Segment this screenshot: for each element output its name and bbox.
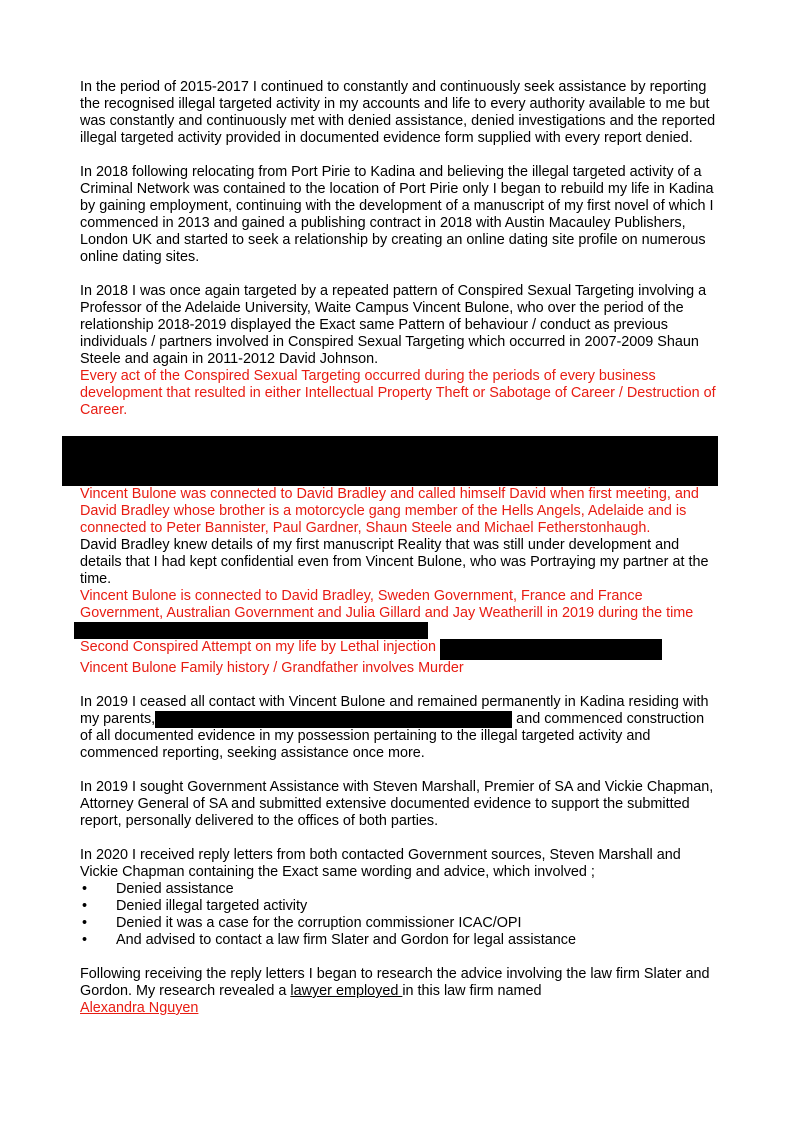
paragraph-red-family-history: Vincent Bulone Family history / Grandfather involves Murder [80,660,464,676]
document-page [80,79,720,1017]
ceased-contact-text-b: and commenced construction of all documented evidence in my possession pertaining to the illegal targeted activity and commenced reporting, seeking assistance once more. [80,711,705,761]
paragraph-2019-ceased-contact [80,694,720,762]
ceased-contact-text-a: In 2019 I ceased all contact with Vincent Bulone and remained permanently in Kadina residing with my parents, [80,694,709,727]
lethal-injection-text: Second Conspired Attempt on my life by Lethal injection [80,639,436,655]
paragraph-red-lethal-injection [80,639,720,660]
list-item: • Denied it was a case for the corruption commissioner ICAC/OPI [80,915,720,932]
list-item: • Denied illegal targeted activity [80,898,720,915]
bullet-list [80,881,720,949]
redaction-bar-inline [440,639,662,660]
paragraph-manuscript-reality: David Bradley knew details of my first manuscript Reality that was still under development and details that I had kept confidential even from Vincent Bulone, who was Portraying my partner at the time. [80,537,709,587]
list-item: • And advised to contact a law firm Slater and Gordon for legal assistance [80,932,720,949]
research-text-a: Following receiving the reply letters I began to research the advice involving the law firm Slater and Gordon. My research revealed a [80,966,710,999]
paragraph-2018-relocation: In 2018 following relocating from Port Pirie to Kadina and believing the illegal targeted activity of a Criminal Network was contained to the location of Port Pirie only I began to rebuild my life in Kadina by gaining employment, continuing with the development of a manuscript of my first novel of which I commenced in 2013 and gained a publishing contract in 2018 with Austin Macauley Publishers, London UK and started to seek a relationship by creating an online dating site profile on numerous online dating sites. [80,164,714,265]
redaction-block [80,419,720,436]
paragraph-2019-government-assistance: In 2019 I sought Government Assistance with Steven Marshall, Premier of SA and Vickie Chapman, Attorney General of SA and submitted extensive documented evidence to support the submitted report, personally delivered to the offices of both parties. [80,779,714,829]
paragraph-2018-targeting: In 2018 I was once again targeted by a repeated pattern of Conspired Sexual Targeting involving a Professor of the Adelaide University, Waite Campus Vincent Bulone, who over the period of the relationship 2018-2019 displayed the Exact same Pattern of behaviour / conduct as previous individuals / partners involved in Conspired Sexual Targeting which occurred in 2007-2009 Shaun Steele and again in 2011-2012 David Johnson. [80,283,707,367]
redaction-bar-line [74,622,428,639]
paragraph-red-david-bradley: Vincent Bulone was connected to David Bradley and called himself David when first meeting, and David Bradley whose brother is a motorcycle gang member of the Hells Angels, Adelaide and is connected to Peter Bannister, Paul Gardner, Shaun Steele and Michael Fetherstonhaugh. [80,486,699,536]
paragraph-red-government-connections: Vincent Bulone is connected to David Bradley, Sweden Government, France and France Government, Australian Government and Julia Gillard and Jay Weatherill in 2019 during the time [80,588,694,621]
list-item: • Denied assistance [80,881,720,898]
lawyer-employed-text: lawyer employed [290,983,403,999]
paragraph-2020-reply-letters: In 2020 I received reply letters from both contacted Government sources, Steven Marshall and Vickie Chapman containing the Exact same wording and advice, which involved ; [80,847,681,880]
lawyer-name-line [80,1000,720,1017]
redaction-bar-wide [62,436,718,486]
paragraph-2015-2017: In the period of 2015-2017 I continued to constantly and continuously seek assistance by reporting the recognised illegal targeted activity in my accounts and life to every authority available to me but was constantly and continuously met with denied assistance, denied investigations and the reported illegal targeted activity provided in documented evidence form supplied with every report denied. [80,79,716,146]
paragraph-red-business-development: Every act of the Conspired Sexual Targeting occurred during the periods of every business development that resulted in either Intellectual Property Theft or Sabotage of Career / Destruction of Career. [80,368,716,418]
redaction-bar-parents [155,711,512,728]
research-text-b: in this law firm named [402,983,542,999]
lawyer-name-link[interactable]: Alexandra Nguyen [80,1000,199,1016]
paragraph-research [80,966,720,1000]
